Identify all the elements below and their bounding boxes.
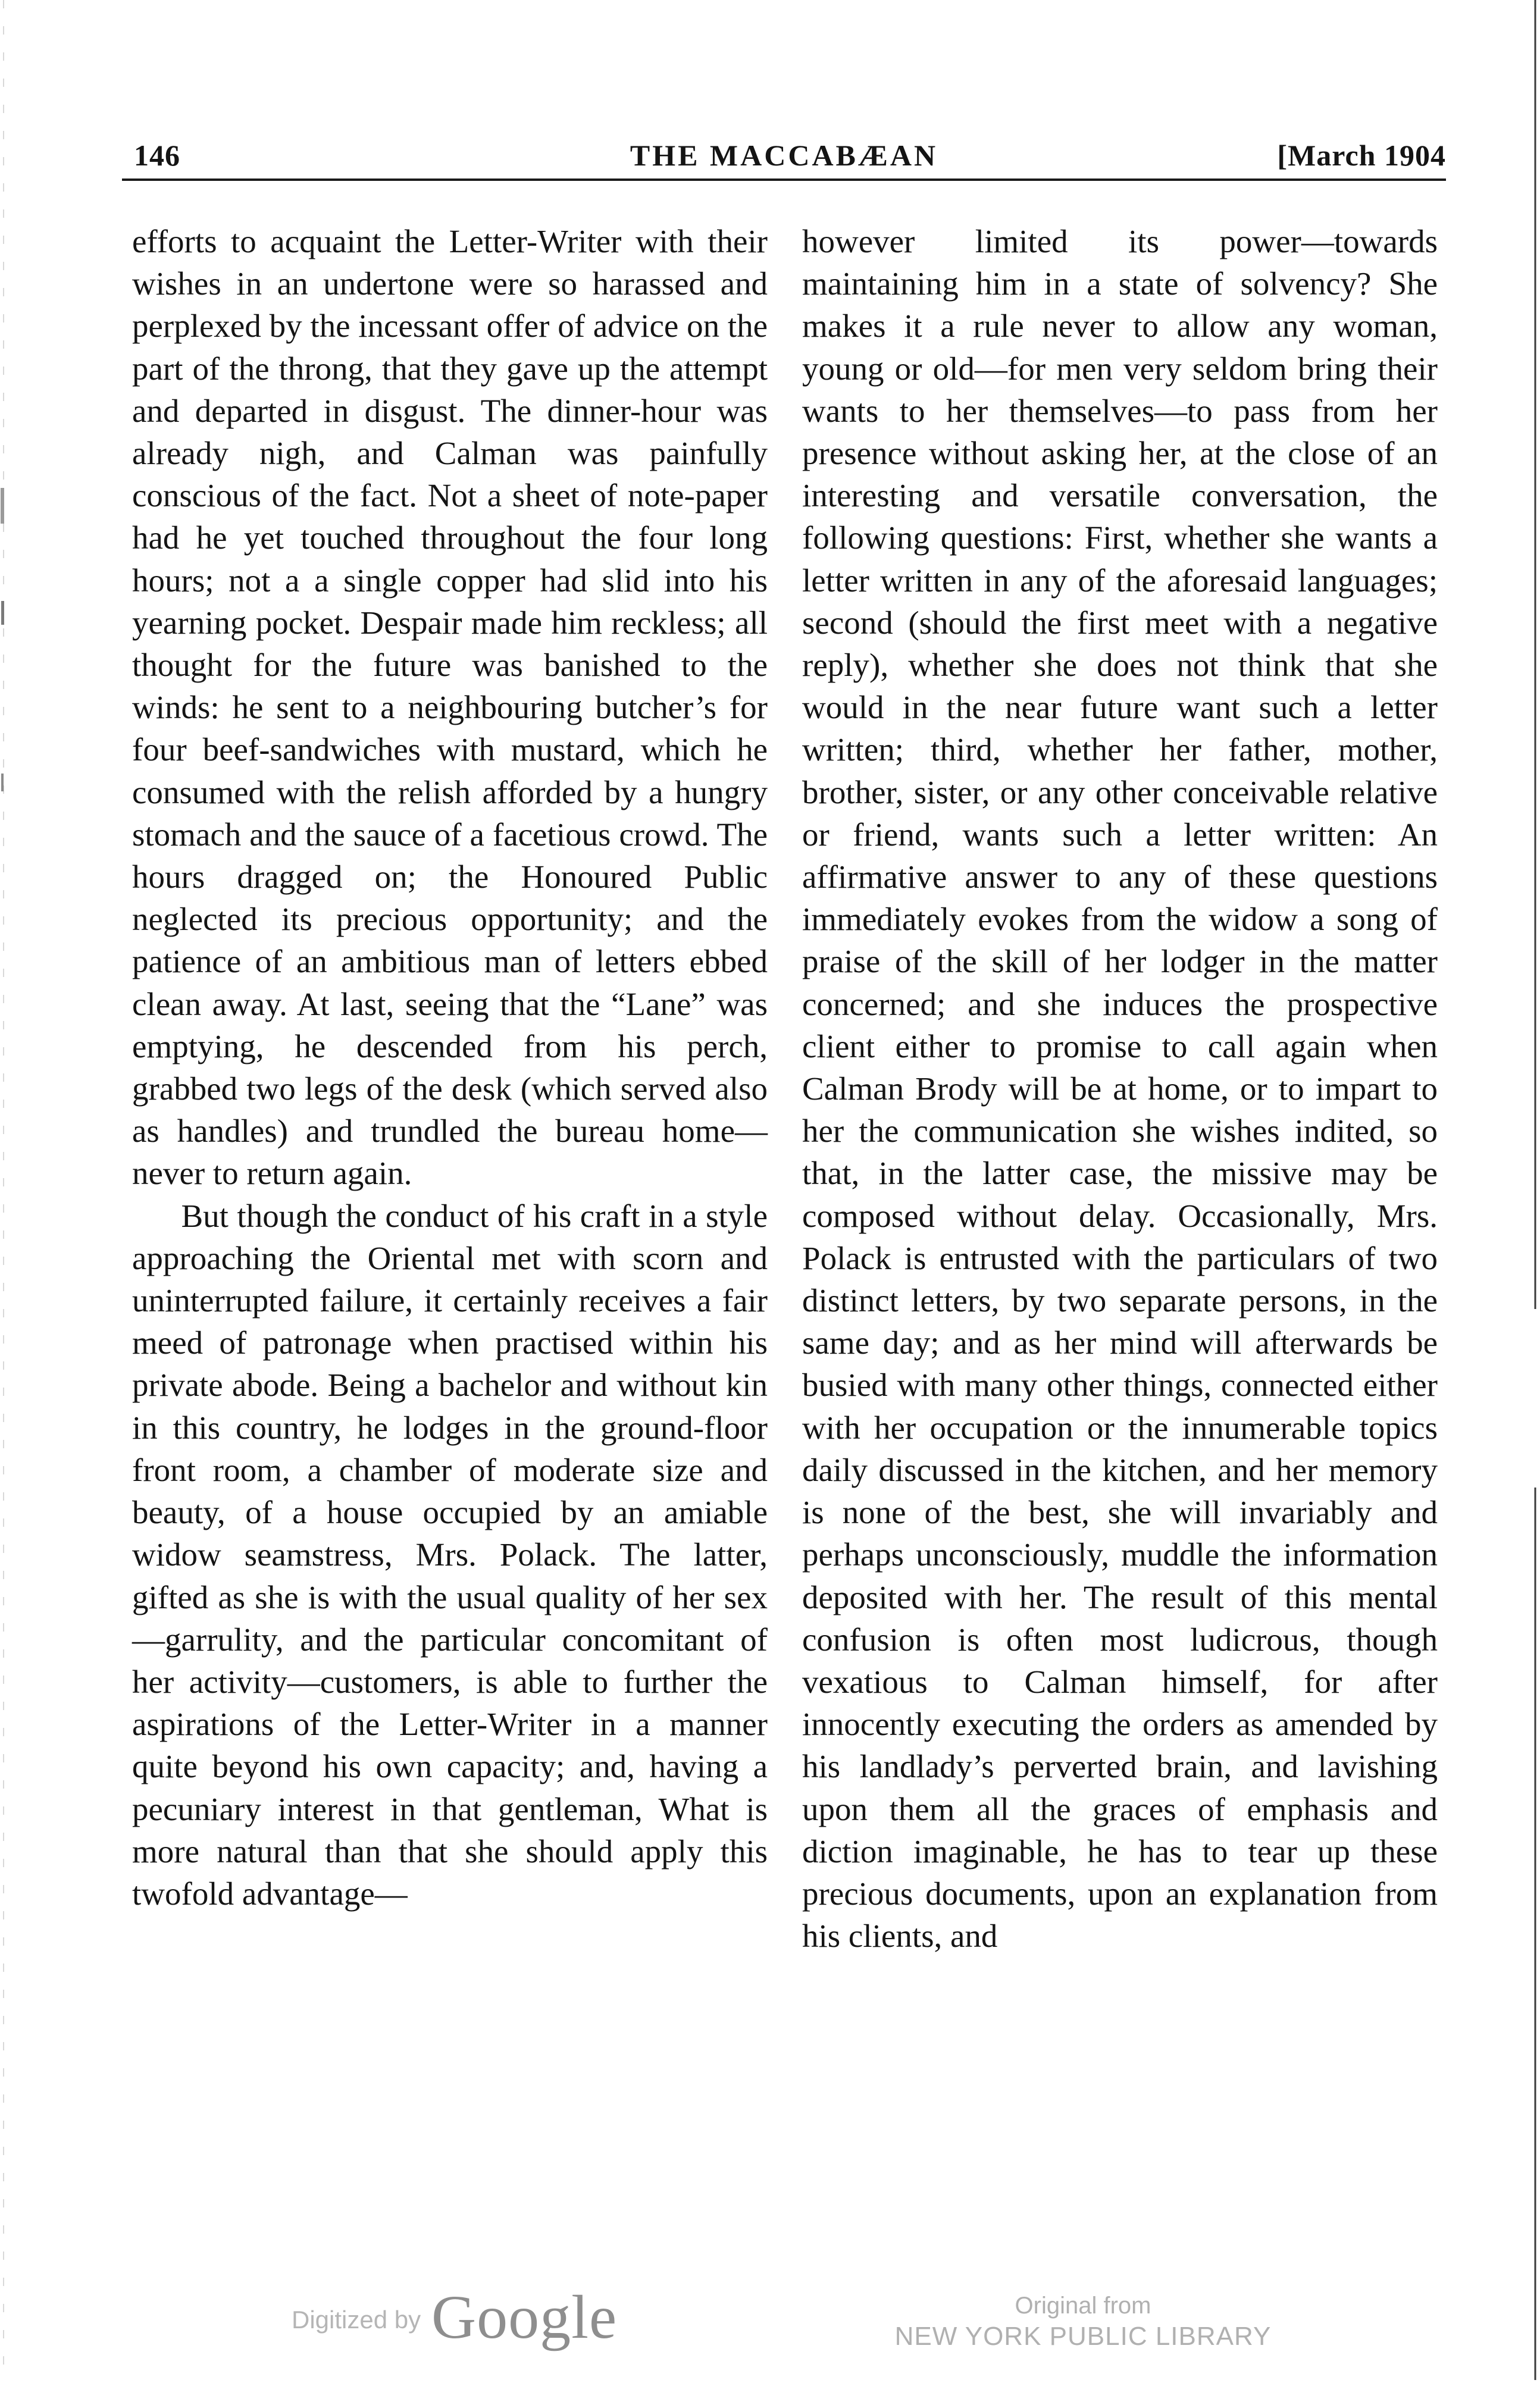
right-column [802, 220, 1438, 1957]
paragraph: efforts to acquaint the Letter-Writer with their wishes in an undertone were so harassed and perplexed by the incessant offer of advice on the part of the throng, that they gave up the attempt and departed in disgust. The dinner-hour was already nigh, and Calman was painfully conscious of the fact. Not a sheet of note-paper had he yet touched throughout the four long hours; not a a single copper had slid into his yearning pocket. Despair made him reckless; all thought for the future was banished to the winds: he sent to a neighbouring butcher’s for four beef-sandwiches with mustard, which he consumed with the relish afforded by a hungry stomach and the sauce of a facetious crowd. The hours dragged on; the Honoured Public neglected its precious opportunity; and the patience of an ambitious man of letters ebbed clean away. At last, seeing that the “Lane” was emptying, he descended from his perch, grabbed two legs of the desk (which served also as handles) and trundled the bureau home—never to return again. [132, 223, 768, 1192]
header-rule [122, 179, 1446, 181]
digitized-by-text: Digitized by [292, 2306, 421, 2334]
left-column [132, 220, 768, 1915]
running-header [122, 132, 1446, 174]
issue-date: [March 1904 [1277, 139, 1446, 172]
digitized-by-watermark [292, 2282, 649, 2353]
paragraph: But though the conduct of his craft in a style approaching the Oriental met with scorn and uninterrupted failure, it certainly receives a fair meed of patronage when practised within his private abode. Being a bachelor and without kin in this country, he lodges in the ground-floor front room, a chamber of moderate size and beauty, of a house occupied by an amiable widow seamstress, Mrs. Polack. The latter, gifted as she is with the usual quality of her sex—garrulity, and the particular concomitant of her activity—customers, is able to further the aspirations of the Letter-Writer in a manner quite beyond his own capacity; and, having a pecuniary interest in that gentleman, What is more natural than that she should apply this twofold advantage— [132, 1197, 768, 1912]
library-name: NEW YORK PUBLIC LIBRARY [894, 2322, 1272, 2351]
page-number: 146 [134, 139, 180, 172]
paragraph: however limited its power—towards maintaining him in a state of solvency? She makes it a rule never to allow any woman, young or old—for men very seldom bring their wants to her themselves—to pass from her presence without asking her, at the close of an interesting and versatile conversation, the following questions: First, whether she wants a letter written in any of the aforesaid languages; second (should the first meet with a negative reply), whether she does not think that she would in the near future want such a letter written; third, whether her father, mother, brother, sister, or any other conceivable relative or friend, wants such a letter written: An affirmative answer to any of these questions immediately evokes from the widow a song of praise of the skill of her lodger in the matter concerned; and she induces the prospective client either to promise to call again when Calman Brody will be at home, or to impart to her the communication she wishes indited, so that, in the latter case, the missive may be composed without delay. Occasionally, Mrs. Polack is entrusted with the particulars of two distinct letters, by two separate persons, in the same day; and as her mind will afterwards be busied with many other things, connected either with her occupation or the innumerable topics daily discussed in the kitchen, and her memory is none of the best, she will invariably and perhaps unconsciously, muddle the information deposited with her. The result of this mental confusion is often most ludicrous, though vexatious to Calman himself, for after innocently executing the orders as amended by his landlady’s perverted brain, and lavishing upon them all the graces of emphasis and diction imaginable, he has to tear up these precious documents, upon an explanation from his clients, and [802, 223, 1438, 1955]
google-logo: Google [431, 2283, 618, 2351]
journal-title: THE MACCABÆAN [630, 139, 938, 172]
scan-edge-left [0, 0, 11, 2380]
scan-edge-right [1530, 0, 1540, 2380]
original-from-text: Original from [1015, 2293, 1151, 2319]
source-attribution [833, 2291, 1333, 2353]
